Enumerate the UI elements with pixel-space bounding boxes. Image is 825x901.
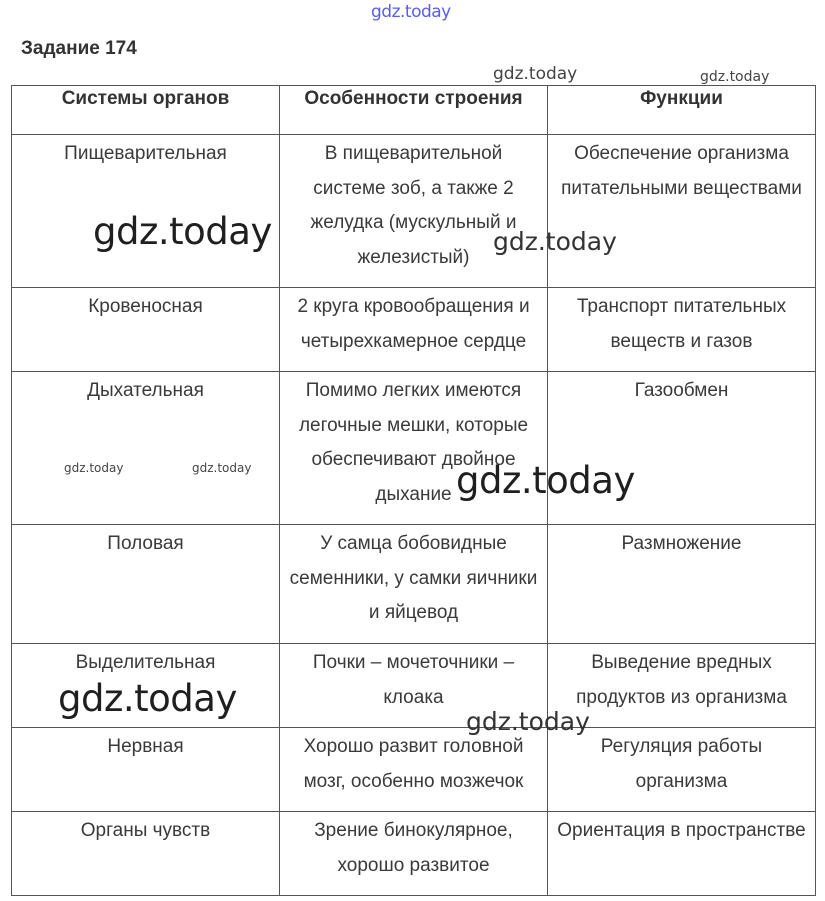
watermark: gdz.today: [493, 64, 578, 84]
cell-function: Выведение вредных продуктов из организма: [548, 644, 816, 728]
organ-systems-table: [11, 85, 816, 896]
table-row: [12, 812, 816, 896]
cell-structure: Хорошо развит головной мозг, особенно мозжечок: [280, 728, 548, 812]
watermark: gdz.today: [493, 227, 617, 256]
cell-system: Половая: [12, 525, 280, 644]
cell-function: Ориентация в пространстве: [548, 812, 816, 896]
cell-function: Регуляция работы организма: [548, 728, 816, 812]
watermark: gdz.today: [192, 461, 252, 475]
cell-system: Кровеносная: [12, 288, 280, 372]
cell-system: Органы чувств: [12, 812, 280, 896]
task-title: Задание 174: [21, 38, 137, 59]
watermark: gdz.today: [58, 677, 237, 720]
table-row: [12, 728, 816, 812]
watermark-top: gdz.today: [371, 2, 451, 22]
watermark: gdz.today: [93, 210, 272, 253]
watermark: gdz.today: [700, 69, 770, 85]
table-row: [12, 525, 816, 644]
cell-structure: Почки – мочеточники – клоака: [280, 644, 548, 728]
cell-system: Выделительная: [12, 644, 280, 728]
cell-system: Нервная: [12, 728, 280, 812]
cell-structure: В пищеварительной системе зоб, а также 2 желудка (мускульный и железистый): [280, 135, 548, 288]
cell-function: Транспорт питательных веществ и газов: [548, 288, 816, 372]
column-header-functions: Функции: [548, 86, 816, 135]
column-header-structure: Особенности строения: [280, 86, 548, 135]
watermark: gdz.today: [64, 461, 124, 475]
watermark: gdz.today: [466, 707, 590, 736]
cell-function: Обеспечение организма питательными веществами: [548, 135, 816, 288]
table-header-row: [12, 86, 816, 135]
cell-structure: У самца бобовидные семенники, у самки яичники и яйцевод: [280, 525, 548, 644]
cell-system: Дыхательная: [12, 372, 280, 525]
column-header-systems: Системы органов: [12, 86, 280, 135]
cell-structure: Помимо легких имеются легочные мешки, которые обеспечивают двойное дыхание: [280, 372, 548, 525]
table-row: [12, 288, 816, 372]
watermark: gdz.today: [456, 459, 635, 502]
cell-function: Размножение: [548, 525, 816, 644]
cell-function: Газообмен: [548, 372, 816, 525]
cell-system: Пищеварительная: [12, 135, 280, 288]
cell-structure: 2 круга кровообращения и четырехкамерное сердце: [280, 288, 548, 372]
table-row: [12, 372, 816, 525]
cell-structure: Зрение бинокулярное, хорошо развитое: [280, 812, 548, 896]
